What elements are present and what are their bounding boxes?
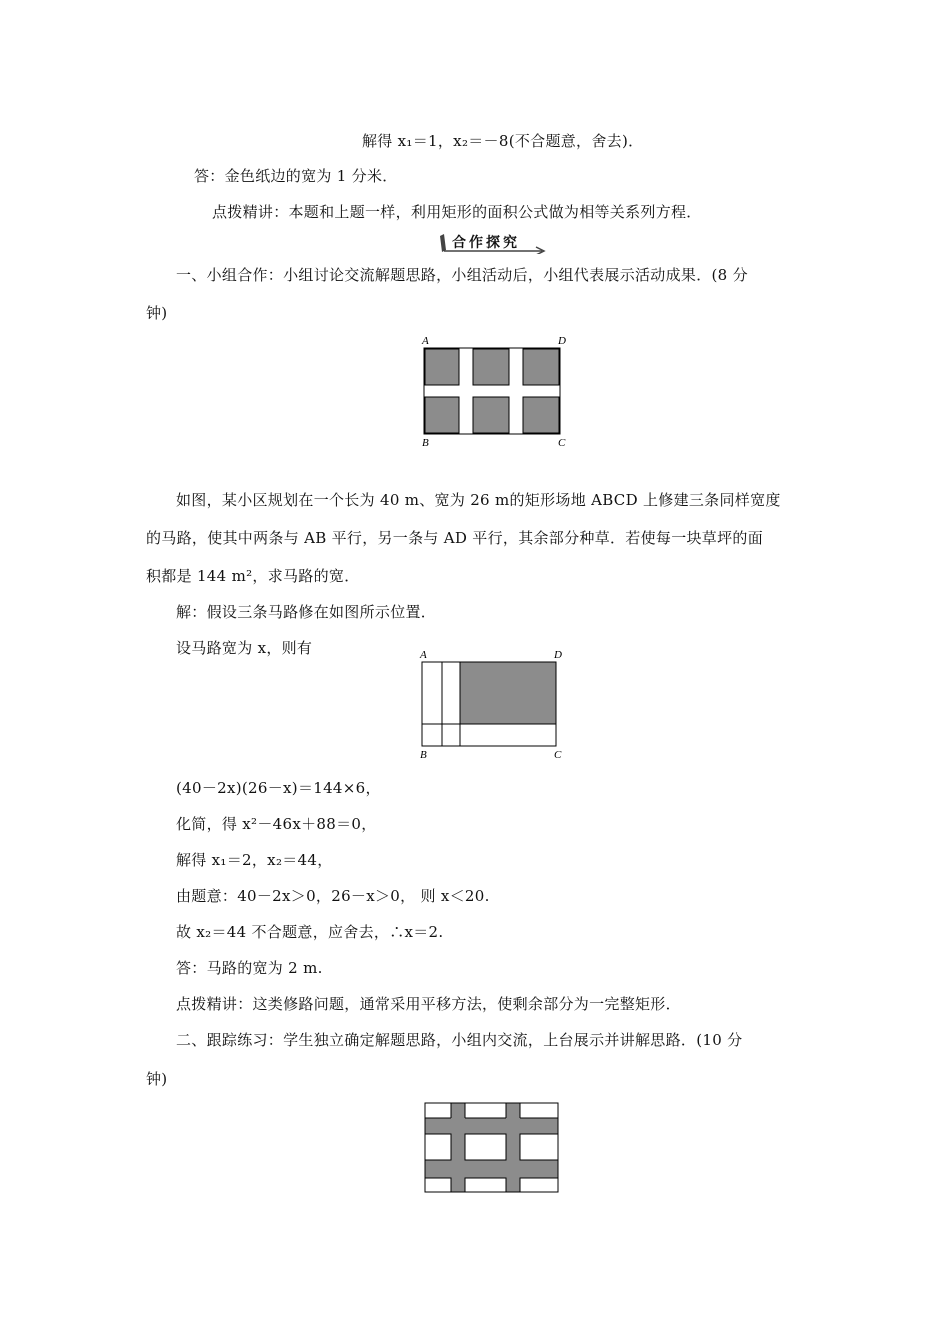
group-task-line: 一、小组合作：小组讨论交流解题思路，小组活动后，小组代表展示活动成果．(8 分: [176, 266, 748, 284]
condition-line: 由题意：40－2x＞0，26－x＞0， 则 x＜20.: [176, 887, 490, 905]
problem-line-2: 的马路，使其中两条与 AB 平行，另一条与 AD 平行，其余部分种草．若使每一块草坪的面: [146, 529, 763, 547]
label-B: B: [420, 749, 427, 761]
lawn-area: [460, 662, 556, 724]
label-C: C: [558, 437, 566, 449]
lawn-plot: [473, 349, 509, 385]
solution-line: 解得 x₁＝1，x₂＝－8(不合题意，舍去)．: [362, 132, 644, 150]
figure-roads-2: [416, 648, 568, 762]
road-horizontal: [425, 1160, 558, 1178]
label-C: C: [554, 749, 562, 761]
answer-line: 答：金色纸边的宽为 1 分米．: [194, 167, 398, 185]
comment-line: 点拨精讲：本题和上题一样，利用矩形的面积公式做为相等关系列方程．: [212, 203, 702, 221]
lawn-plot: [523, 397, 559, 433]
answer-road-line: 答：马路的宽为 2 m.: [176, 959, 323, 977]
problem-line-1: 如图，某小区规划在一个长为 40 m、宽为 26 m的矩形场地 ABCD 上修建三条同样宽度: [176, 491, 781, 509]
section-banner: [438, 232, 548, 254]
road-vertical: [451, 1103, 465, 1192]
let-x-line: 设马路宽为 x，则有: [176, 639, 313, 657]
road-horizontal: [425, 1118, 558, 1134]
label-B: B: [422, 437, 429, 449]
lawn-plot: [523, 349, 559, 385]
reject-line: 故 x₂＝44 不合题意，应舍去，∴x＝2.: [176, 923, 444, 941]
road-vertical: [506, 1103, 520, 1192]
label-A: A: [422, 335, 429, 347]
label-A: A: [420, 649, 427, 661]
simplify-line: 化简，得 x²－46x＋88＝0，: [176, 815, 377, 833]
label-D: D: [558, 335, 566, 347]
figure-roads-1: [418, 334, 570, 450]
comment-line-2: 点拨精讲：这类修路问题，通常采用平移方法，使剩余部分为一完整矩形．: [176, 995, 681, 1013]
time-line-2: 钟): [146, 1070, 168, 1088]
label-D: D: [554, 649, 562, 661]
banner-title: 合作探究: [452, 235, 520, 251]
equation-line: (40－2x)(26－x)＝144×6，: [176, 779, 381, 797]
lawn-plot: [425, 397, 459, 433]
lawn-plot: [425, 349, 459, 385]
roots-line: 解得 x₁＝2，x₂＝44，: [176, 851, 333, 869]
time-line: 钟): [146, 304, 168, 322]
solution-assume-line: 解：假设三条马路修在如图所示位置．: [176, 603, 437, 621]
lawn-plot: [473, 397, 509, 433]
problem-line-3: 积都是 144 m²，求马路的宽．: [146, 567, 360, 585]
figure-roads-3: [424, 1102, 560, 1194]
practice-line: 二、跟踪练习：学生独立确定解题思路，小组内交流，上台展示并讲解思路．(10 分: [176, 1031, 743, 1049]
